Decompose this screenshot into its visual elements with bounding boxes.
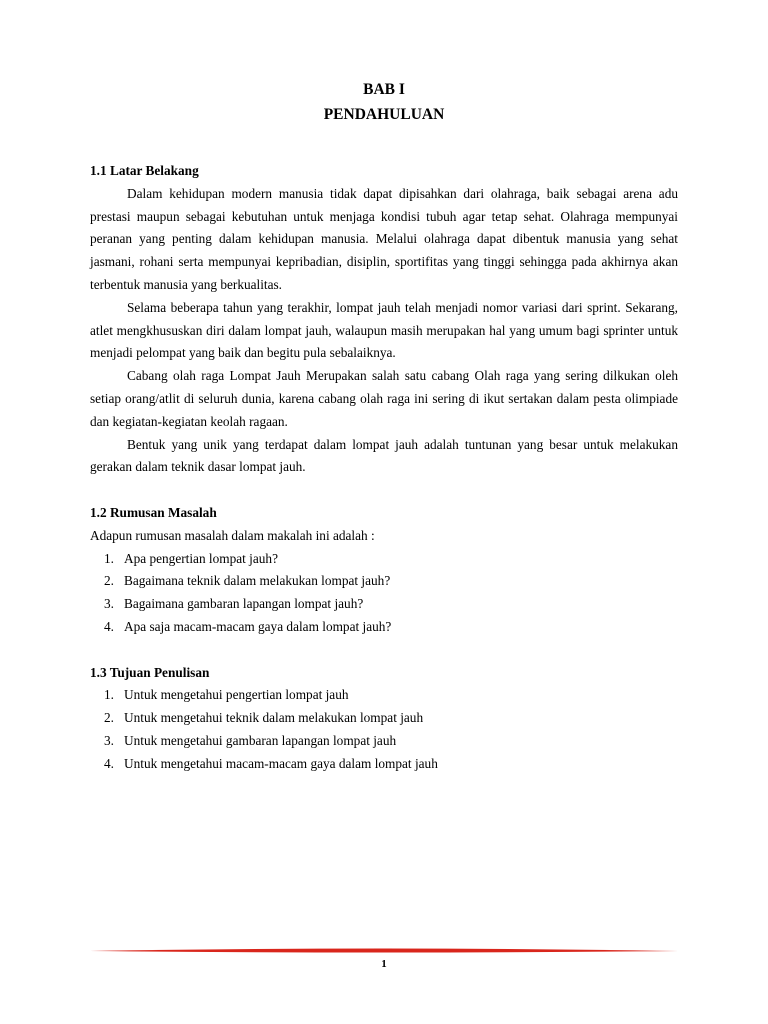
paragraph: Bentuk yang unik yang terdapat dalam lompat jauh adalah tuntunan yang besar untuk melakukan gerakan dalam teknik dasar lompat jauh. bbox=[90, 436, 678, 475]
section-heading-latar-belakang: 1.1 Latar Belakang bbox=[90, 163, 199, 178]
rumusan-intro: Adapun rumusan masalah dalam makalah ini adalah : bbox=[90, 527, 375, 543]
section-heading-rumusan-masalah: 1.2 Rumusan Masalah bbox=[90, 504, 217, 520]
list-item: 3. Bagaimana gambaran lapangan lompat jauh? bbox=[104, 596, 364, 612]
chapter-title: PENDAHULUAN bbox=[323, 106, 445, 123]
list-item: 3. Untuk mengetahui gambaran lapangan lompat jauh bbox=[104, 732, 397, 748]
page-number: 1 bbox=[381, 958, 387, 970]
list-item: 4. Apa saja macam-macam gaya dalam lompat jauh? bbox=[104, 618, 392, 634]
list-item: 2. Bagaimana teknik dalam melakukan lompat jauh? bbox=[104, 573, 391, 589]
list-item: 1. Apa pengertian lompat jauh? bbox=[104, 550, 278, 566]
paragraph: Selama beberapa tahun yang terakhir, lompat jauh telah menjadi nomor variasi dari sprint. Sekarang, atlet mengkhususkan diri dalam lompat jauh, walaupun masih merupakan hal yang umum bagi sprinter untuk menjadi pelompat yang baik dan begitu pula sebalaiknya. bbox=[90, 299, 678, 361]
footer-rule bbox=[90, 944, 678, 958]
chapter-label: BAB I bbox=[363, 81, 405, 98]
list-item: 2. Untuk mengetahui teknik dalam melakukan lompat jauh bbox=[104, 710, 424, 726]
list-item: 4. Untuk mengetahui macam-macam gaya dalam lompat jauh bbox=[104, 755, 438, 771]
paragraph: Cabang olah raga Lompat Jauh Merupakan salah satu cabang Olah raga yang sering dilkukan oleh setiap orang/atlit di seluruh dunia, karena cabang olah raga ini sering di ikut sertakan dalam pesta olimpiade dan kegiatan-kegiatan keolah ragaan. bbox=[90, 368, 678, 429]
document-body bbox=[90, 160, 678, 776]
section-heading-tujuan-penulisan: 1.3 Tujuan Penulisan bbox=[90, 664, 210, 680]
tujuan-list bbox=[90, 684, 678, 775]
list-item: 1. Untuk mengetahui pengertian lompat jauh bbox=[104, 687, 349, 703]
rumusan-list bbox=[90, 548, 678, 639]
paragraph: Dalam kehidupan modern manusia tidak dapat dipisahkan dari olahraga, baik sebagai arena adu prestasi maupun sebagai kebutuhan untuk menjaga kondisi tubuh agar tetap sehat. Olahraga mempunyai peranan yang penting dalam kehidupan manusia. Melalui olahraga dapat dibentuk manusia yang sehat jasmani, rohani serta mempunyai kepribadian, disiplin, sportifitas yang tinggi sehingga pada akhirnya akan terbentuk manusia yang berkualitas. bbox=[90, 185, 678, 292]
